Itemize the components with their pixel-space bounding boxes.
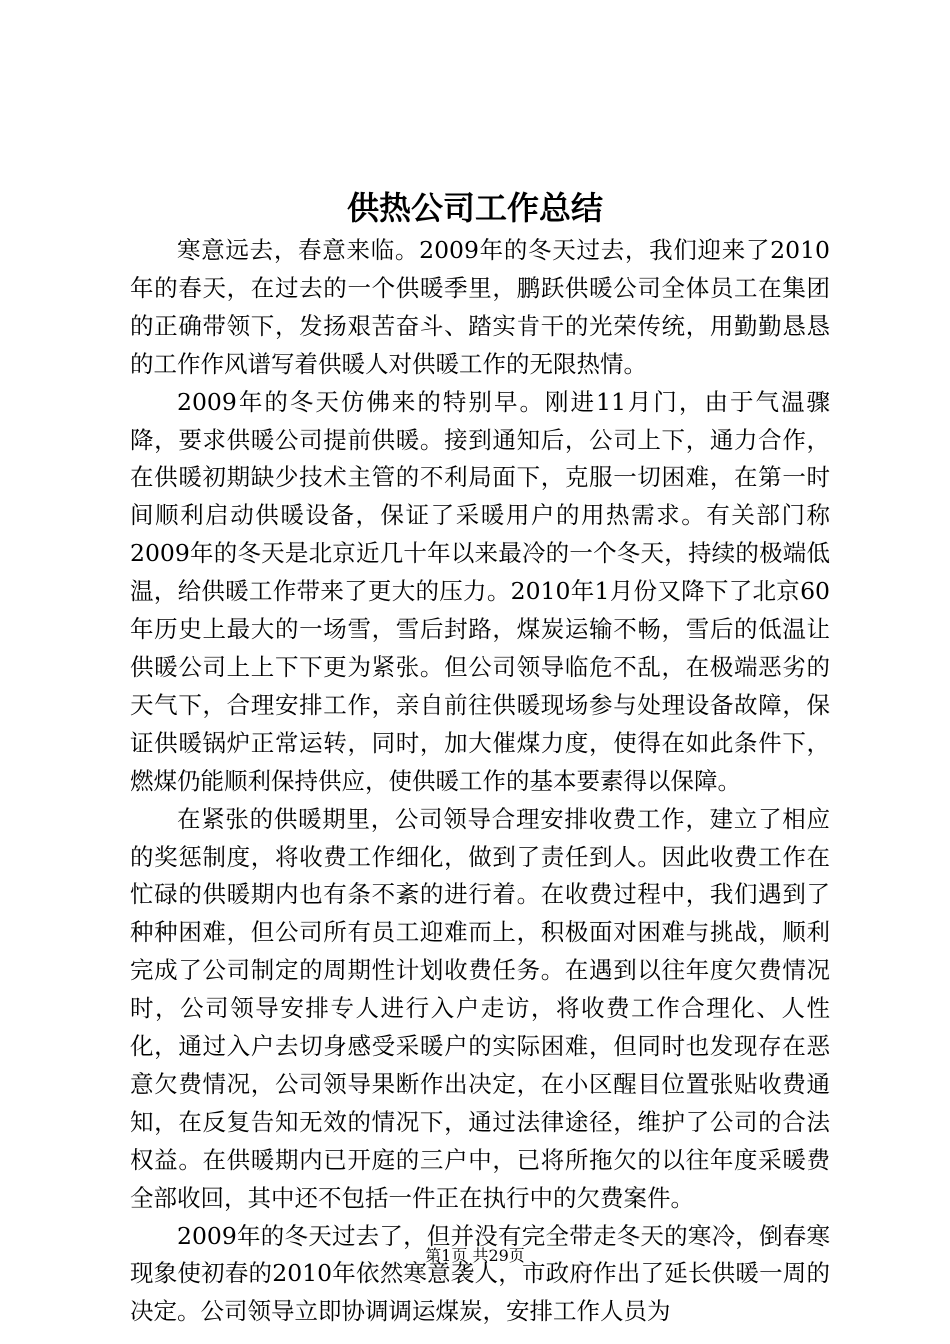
paragraph-fee-collection: 在紧张的供暖期里，公司领导合理安排收费工作，建立了相应的奖惩制度，将收费工作细化，做到了责任到人。因此收费工作在忙碌的供暖期内也有条不紊的进行着。在收费过程中，我们遇到了种种困难，但公司所有员工迎难而上，积极面对困难与挑战，顺利完成了公司制定的周期性计划收费任务。在遇到以往年度欠费情况时，公司领导安排专人进行入户走访，将收费工作合理化、人性化，通过入户去切身感受采暖户的实际困难，但同时也发现存在恶意欠费情况，公司领导果断作出决定，在小区醒目位置张贴收费通知，在反复告知无效的情况下，通过法律途径，维护了公司的合法权益。在供暖期内已开庭的三户中，已将所拖欠的以往年度采暖费全部收回，其中还不包括一件正在执行中的欠费案件。 bbox=[130, 804, 830, 1212]
paragraph-intro: 寒意远去，春意来临。2009年的冬天过去，我们迎来了2010年的春天，在过去的一个供暖季里，鹏跃供暖公司全体员工在集团的正确带领下，发扬艰苦奋斗、踏实肯干的光荣传统，用勤勤恳恳的工作作风谱写着供暖人对供暖工作的无限热情。 bbox=[130, 236, 830, 378]
document-body bbox=[130, 232, 830, 1331]
paragraph-extended-heating: 2009年的冬天过去了，但并没有完全带走冬天的寒冷，倒春寒现象使初春的2010年依然寒意袭人，市政府作出了延长供暖一周的决定。公司领导立即协调调运煤炭，安排工作人员为 bbox=[130, 1221, 830, 1326]
page-number-footer: 第1页 共29页 bbox=[425, 1246, 525, 1265]
paragraph-winter-supply: 2009年的冬天仿佛来的特别早。刚进11月门，由于气温骤降，要求供暖公司提前供暖。接到通知后，公司上下，通力合作，在供暖初期缺少技术主管的不利局面下，克服一切困难，在第一时间顺利启动供暖设备，保证了采暖用户的用热需求。有关部门称2009年的冬天是北京近几十年以来最冷的一个冬天，持续的极端低温，给供暖工作带来了更大的压力。2010年1月份又降下了北京60年历史上最大的一场雪，雪后封路，煤炭运输不畅，雪后的低温让供暖公司上上下下更为紧张。但公司领导临危不乱，在极端恶劣的天气下，合理安排工作，亲自前往供暖现场参与处理设备故障，保证供暖锅炉正常运转，同时，加大催煤力度，使得在如此条件下，燃煤仍能顺利保持供应，使供暖工作的基本要素得以保障。 bbox=[130, 387, 830, 795]
document-title: 供热公司工作总结 bbox=[346, 189, 603, 227]
